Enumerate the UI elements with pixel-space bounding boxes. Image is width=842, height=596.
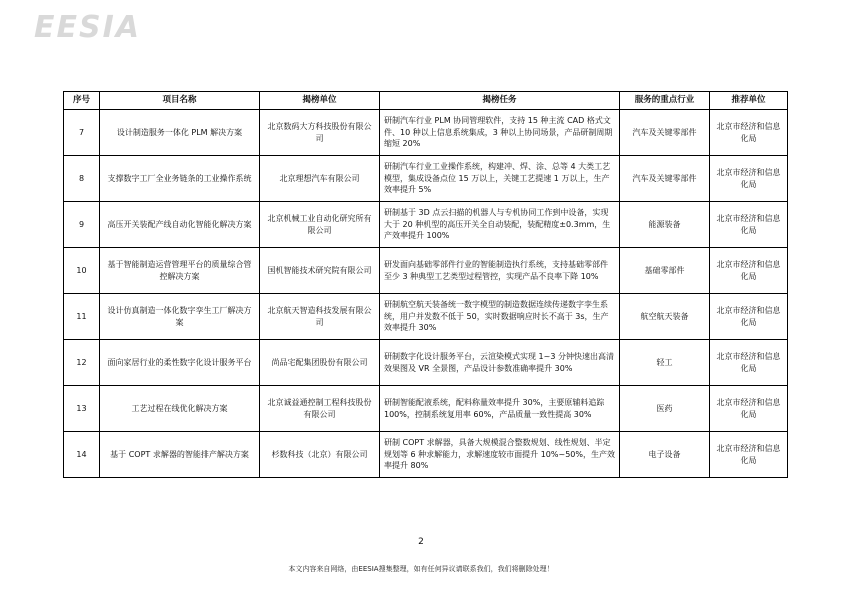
project-task-cell: 研制数字化设计服务平台，云渲染模式实现 1~3 分钟快速出高清效果图及 VR 全景图，产品设计参数准确率提升 30% [380, 340, 620, 386]
recommending-unit-cell: 北京市经济和信息化局 [710, 294, 788, 340]
project-task-cell: 研发面向基础零部件行业的智能制造执行系统，支持基础零部件至少 3 种典型工艺类型过程管控，实现产品不良率下降 10% [380, 248, 620, 294]
row-number-cell: 13 [64, 386, 100, 432]
footer-disclaimer: 本文内容来自网络，由EESIA搜集整理，如有任何异议请联系我们，我们将删除处理！ [288, 565, 554, 573]
table-row [64, 156, 788, 202]
recommending-unit-cell: 北京市经济和信息化局 [710, 110, 788, 156]
column-header: 揭榜任务 [380, 92, 620, 110]
key-industry-cell: 基础零部件 [620, 248, 710, 294]
key-industry-cell: 轻工 [620, 340, 710, 386]
row-number-cell: 14 [64, 432, 100, 478]
project-name-cell: 设计仿真制造一体化数字孪生工厂解决方案 [100, 294, 260, 340]
table-row [64, 202, 788, 248]
table-header-row [64, 92, 788, 110]
project-task-cell: 研制汽车行业工业操作系统，构建冲、焊、涂、总等 4 大类工艺模型，集成设备点位 15 万以上，关键工艺提速 1 万以上，生产效率提升 5% [380, 156, 620, 202]
column-header: 揭榜单位 [260, 92, 380, 110]
awarded-unit-cell: 尚品宅配集团股份有限公司 [260, 340, 380, 386]
project-name-cell: 面向家居行业的柔性数字化设计服务平台 [100, 340, 260, 386]
project-task-cell: 研制 COPT 求解器，具备大规模混合整数规划、线性规划、半定规划等 6 种求解能力，求解速度较市面提升 10%~50%，生产效率提升 80% [380, 432, 620, 478]
key-industry-cell: 医药 [620, 386, 710, 432]
eesia-logo: EESIA [34, 10, 141, 45]
awarded-unit-cell: 北京诚益通控制工程科技股份有限公司 [260, 386, 380, 432]
column-header: 推荐单位 [710, 92, 788, 110]
project-task-cell: 研制基于 3D 点云扫描的机器人与专机协同工作到中设备，实现大于 20 种机型的高压开关全自动装配，装配精度±0.3mm，生产效率提升 100% [380, 202, 620, 248]
column-header: 服务的重点行业 [620, 92, 710, 110]
awarded-unit-cell: 杉数科技（北京）有限公司 [260, 432, 380, 478]
key-industry-cell: 能源装备 [620, 202, 710, 248]
key-industry-cell: 航空航天装备 [620, 294, 710, 340]
recommending-unit-cell: 北京市经济和信息化局 [710, 340, 788, 386]
project-name-cell: 基于 COPT 求解器的智能排产解决方案 [100, 432, 260, 478]
row-number-cell: 12 [64, 340, 100, 386]
table-row [64, 340, 788, 386]
recommending-unit-cell: 北京市经济和信息化局 [710, 386, 788, 432]
table-row [64, 294, 788, 340]
project-name-cell: 工艺过程在线优化解决方案 [100, 386, 260, 432]
awarded-unit-cell: 国机智能技术研究院有限公司 [260, 248, 380, 294]
project-task-cell: 研制汽车行业 PLM 协同管理软件，支持 15 种主流 CAD 格式文件、10 种以上信息系统集成，3 种以上协同场景，产品研制周期缩短 20% [380, 110, 620, 156]
awarded-unit-cell: 北京理想汽车有限公司 [260, 156, 380, 202]
table-body [64, 110, 788, 478]
project-name-cell: 支撑数字工厂全业务链条的工业操作系统 [100, 156, 260, 202]
row-number-cell: 7 [64, 110, 100, 156]
column-header: 项目名称 [100, 92, 260, 110]
awarded-unit-cell: 北京机械工业自动化研究所有限公司 [260, 202, 380, 248]
table-row [64, 110, 788, 156]
project-table [63, 91, 788, 478]
key-industry-cell: 汽车及关键零部件 [620, 110, 710, 156]
recommending-unit-cell: 北京市经济和信息化局 [710, 248, 788, 294]
row-number-cell: 11 [64, 294, 100, 340]
key-industry-cell: 汽车及关键零部件 [620, 156, 710, 202]
project-task-cell: 研制智能配液系统，配料称量效率提升 30%，主要原辅料追踪 100%，控制系统复用率 60%，产品质量一致性提高 30% [380, 386, 620, 432]
page-number: 2 [418, 537, 424, 547]
table-row [64, 432, 788, 478]
table-row [64, 386, 788, 432]
awarded-unit-cell: 北京航天智造科技发展有限公司 [260, 294, 380, 340]
row-number-cell: 10 [64, 248, 100, 294]
project-name-cell: 高压开关装配产线自动化智能化解决方案 [100, 202, 260, 248]
row-number-cell: 8 [64, 156, 100, 202]
project-name-cell: 基于智能制造运营管理平台的质量综合管控解决方案 [100, 248, 260, 294]
project-name-cell: 设计制造服务一体化 PLM 解决方案 [100, 110, 260, 156]
table-row [64, 248, 788, 294]
project-task-cell: 研制航空航天装备统一数字模型的制造数据连续传递数字孪生系统，用户并发数不低于 50，实时数据响应时长不高于 3s，生产效率提升 30% [380, 294, 620, 340]
awarded-unit-cell: 北京数码大方科技股份有限公司 [260, 110, 380, 156]
row-number-cell: 9 [64, 202, 100, 248]
recommending-unit-cell: 北京市经济和信息化局 [710, 202, 788, 248]
key-industry-cell: 电子设备 [620, 432, 710, 478]
recommending-unit-cell: 北京市经济和信息化局 [710, 432, 788, 478]
recommending-unit-cell: 北京市经济和信息化局 [710, 156, 788, 202]
column-header: 序号 [64, 92, 100, 110]
